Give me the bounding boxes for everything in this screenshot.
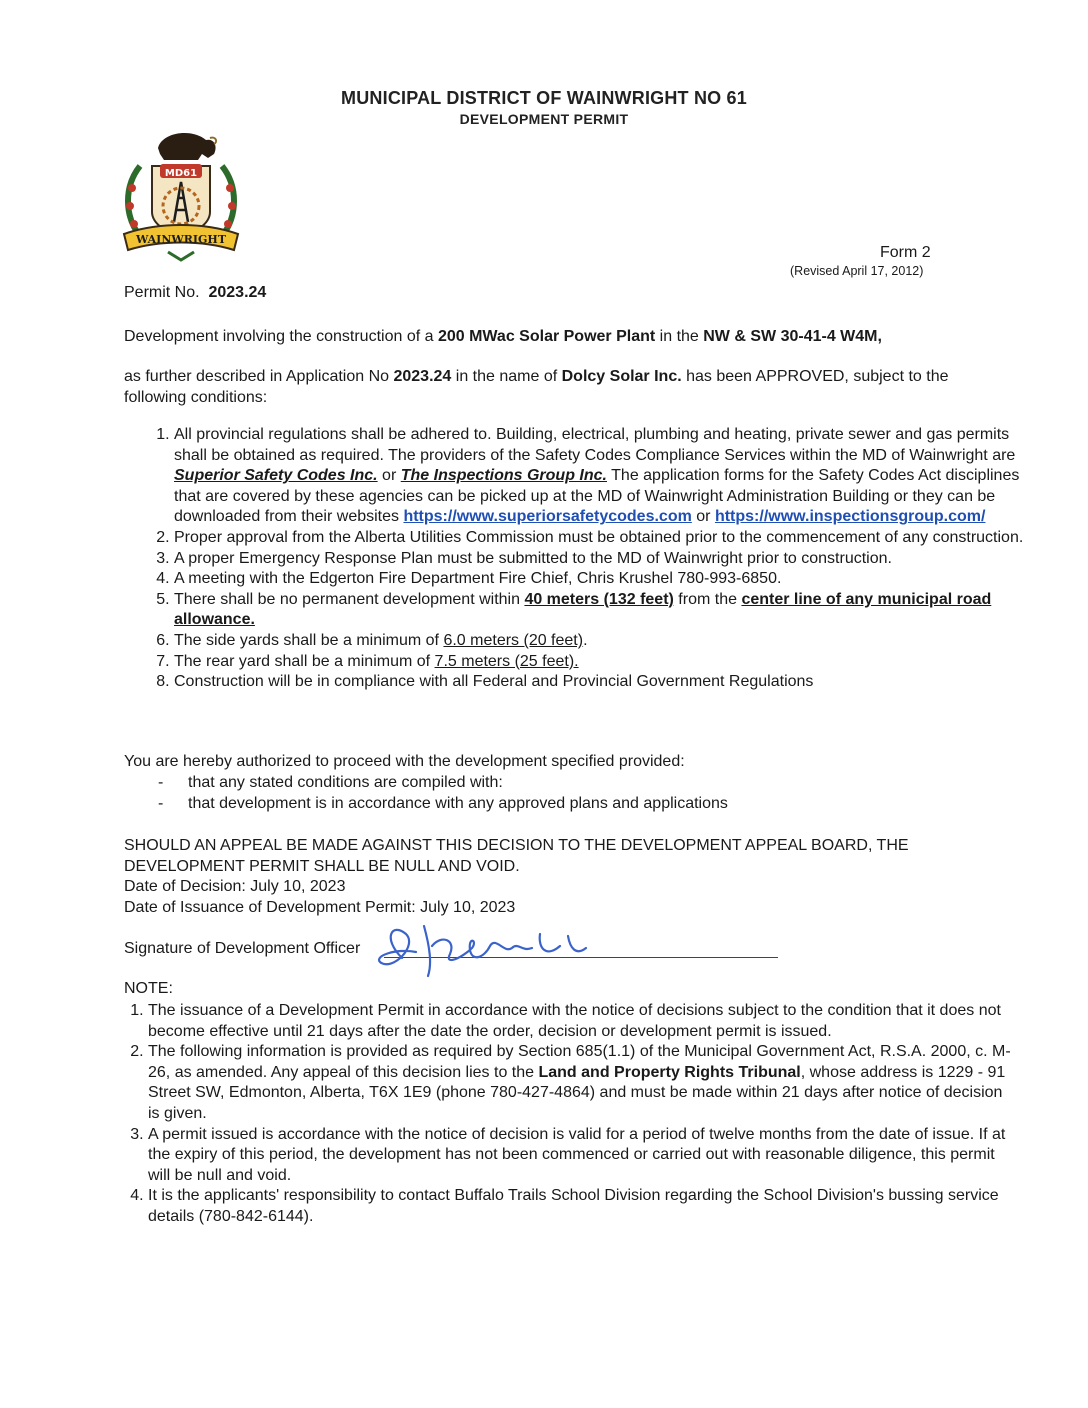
application-paragraph: as further described in Application No 2023.24 in the name of Dolcy Solar Inc. has been APPROVED, subject to the following conditions: xyxy=(124,368,949,406)
condition-2: 2. Proper approval from the Alberta Utilities Commission must be obtained prior to the commencement of any construction. xyxy=(174,528,1044,549)
project-name: 200 MWac Solar Power Plant xyxy=(437,328,656,345)
notes-label: NOTE: xyxy=(124,980,173,997)
conditions-list xyxy=(124,425,1044,693)
note-1: 1. The issuance of a Development Permit in accordance with the notice of decisions subject to the condition that it does not become effective until 21 days after the date the order, decision or development permit is issued. xyxy=(148,1001,1018,1042)
document-subtitle: DEVELOPMENT PERMIT xyxy=(459,111,629,127)
logo-banner-text: WAINWRIGHT xyxy=(136,233,226,246)
md-crest-logo xyxy=(118,126,244,262)
setback-reference: center line of any municipal road allowance. xyxy=(174,590,992,629)
link-inspections-group[interactable]: https://www.inspectionsgroup.com/ xyxy=(714,508,986,526)
authorization-item: - that any stated conditions are compiled with: xyxy=(150,773,728,794)
agency-inspections-group: The Inspections Group Inc. xyxy=(400,467,607,485)
district-title: MUNICIPAL DISTRICT OF WAINWRIGHT NO 61 xyxy=(341,88,747,108)
permit-number-line xyxy=(124,283,266,304)
condition-1: 1. All provincial regulations shall be adhered to. Building, electrical, plumbing and heating, private sewer and gas permits shall be obtained as required. The providers of the Safety Codes Compliance Services within the MD of Wainwright are Superior Safety Codes Inc. or The Inspections Group Inc. The application forms for the Safety Codes Act disciplines that are covered by these agencies can be picked up at the MD of Wainwright Administration Building or they can be downloaded from their websites https://www.superiorsafetycodes.com or https://www.inspectionsgroup.com/ xyxy=(174,425,1044,528)
condition-6: 6. The side yards shall be a minimum of 6.0 meters (20 feet). xyxy=(174,631,1044,652)
condition-7: 7. The rear yard shall be a minimum of 7.5 meters (25 feet). xyxy=(174,652,1044,673)
date-of-issuance: Date of Issuance of Development Permit: July 10, 2023 xyxy=(124,899,516,916)
signature-label: Signature of Development Officer xyxy=(124,940,361,957)
condition-4: 4. A meeting with the Edgerton Fire Department Fire Chief, Chris Krushel 780-993-6850. xyxy=(174,569,1044,590)
rear-yard-value: 7.5 meters (25 feet). xyxy=(434,652,579,670)
notes-list xyxy=(124,1001,1018,1228)
applicant-name: Dolcy Solar Inc. xyxy=(561,368,682,385)
condition-5: 5. There shall be no permanent development within 40 meters (132 feet) from the center line of any municipal road allowance. xyxy=(174,590,1044,631)
application-number: 2023.24 xyxy=(393,368,452,385)
handwritten-signature xyxy=(372,918,602,984)
appeal-warning: SHOULD AN APPEAL BE MADE AGAINST THIS DECISION TO THE DEVELOPMENT APPEAL BOARD, THE DEVELOPMENT PERMIT SHALL BE NULL AND VOID. xyxy=(124,837,909,875)
note-4: 4. It is the applicants' responsibility to contact Buffalo Trails School Division regarding the School Division's bussing service details (780-842-6144). xyxy=(148,1186,1018,1227)
note-2: 2. The following information is provided as required by Section 685(1.1) of the Municipal Government Act, R.S.A. 2000, c. M-26, as amended. Any appeal of this decision lies to the Land and Property Rights Tribunal, whose address is 1229 - 91 Street SW, Edmonton, Alberta, T6X 1E9 (phone 780-427-4864) and must be made within 21 days after notice of decision is given. xyxy=(148,1042,1018,1124)
form-revision: (Revised April 17, 2012) xyxy=(790,264,924,278)
development-description: Development involving the construction of a 200 MWac Solar Power Plant in the NW & SW 30-41-4 W4M, xyxy=(124,328,882,345)
authorization-intro: You are hereby authorized to proceed with the development specified provided: xyxy=(124,753,685,770)
authorization-list xyxy=(150,773,728,814)
side-yard-value: 6.0 meters (20 feet) xyxy=(443,631,584,649)
setback-distance: 40 meters (132 feet) xyxy=(524,590,674,608)
permit-label: Permit No. xyxy=(124,284,200,301)
agency-superior: Superior Safety Codes Inc. xyxy=(174,467,378,485)
condition-3: 3. A proper Emergency Response Plan must be submitted to the MD of Wainwright prior to construction. xyxy=(174,549,1044,570)
date-of-decision: Date of Decision: July 10, 2023 xyxy=(124,878,346,895)
logo-badge-text: MD61 xyxy=(164,168,198,179)
form-number: Form 2 xyxy=(880,244,931,261)
tribunal-name: Land and Property Rights Tribunal xyxy=(538,1063,801,1081)
project-location: NW & SW 30-41-4 W4M, xyxy=(703,328,882,345)
condition-8: 8. Construction will be in compliance with all Federal and Provincial Government Regulations xyxy=(174,672,1044,693)
link-superior-safety-codes[interactable]: https://www.superiorsafetycodes.com xyxy=(403,508,692,526)
permit-number: 2023.24 xyxy=(208,284,267,301)
note-3: 3. A permit issued is accordance with the notice of decision is valid for a period of twelve months from the date of issue. If at the expiry of this period, the development has not been commenced or carried out with reasonable diligence, this permit will be null and void. xyxy=(148,1125,1018,1187)
authorization-item: - that development is in accordance with any approved plans and applications xyxy=(150,794,728,815)
